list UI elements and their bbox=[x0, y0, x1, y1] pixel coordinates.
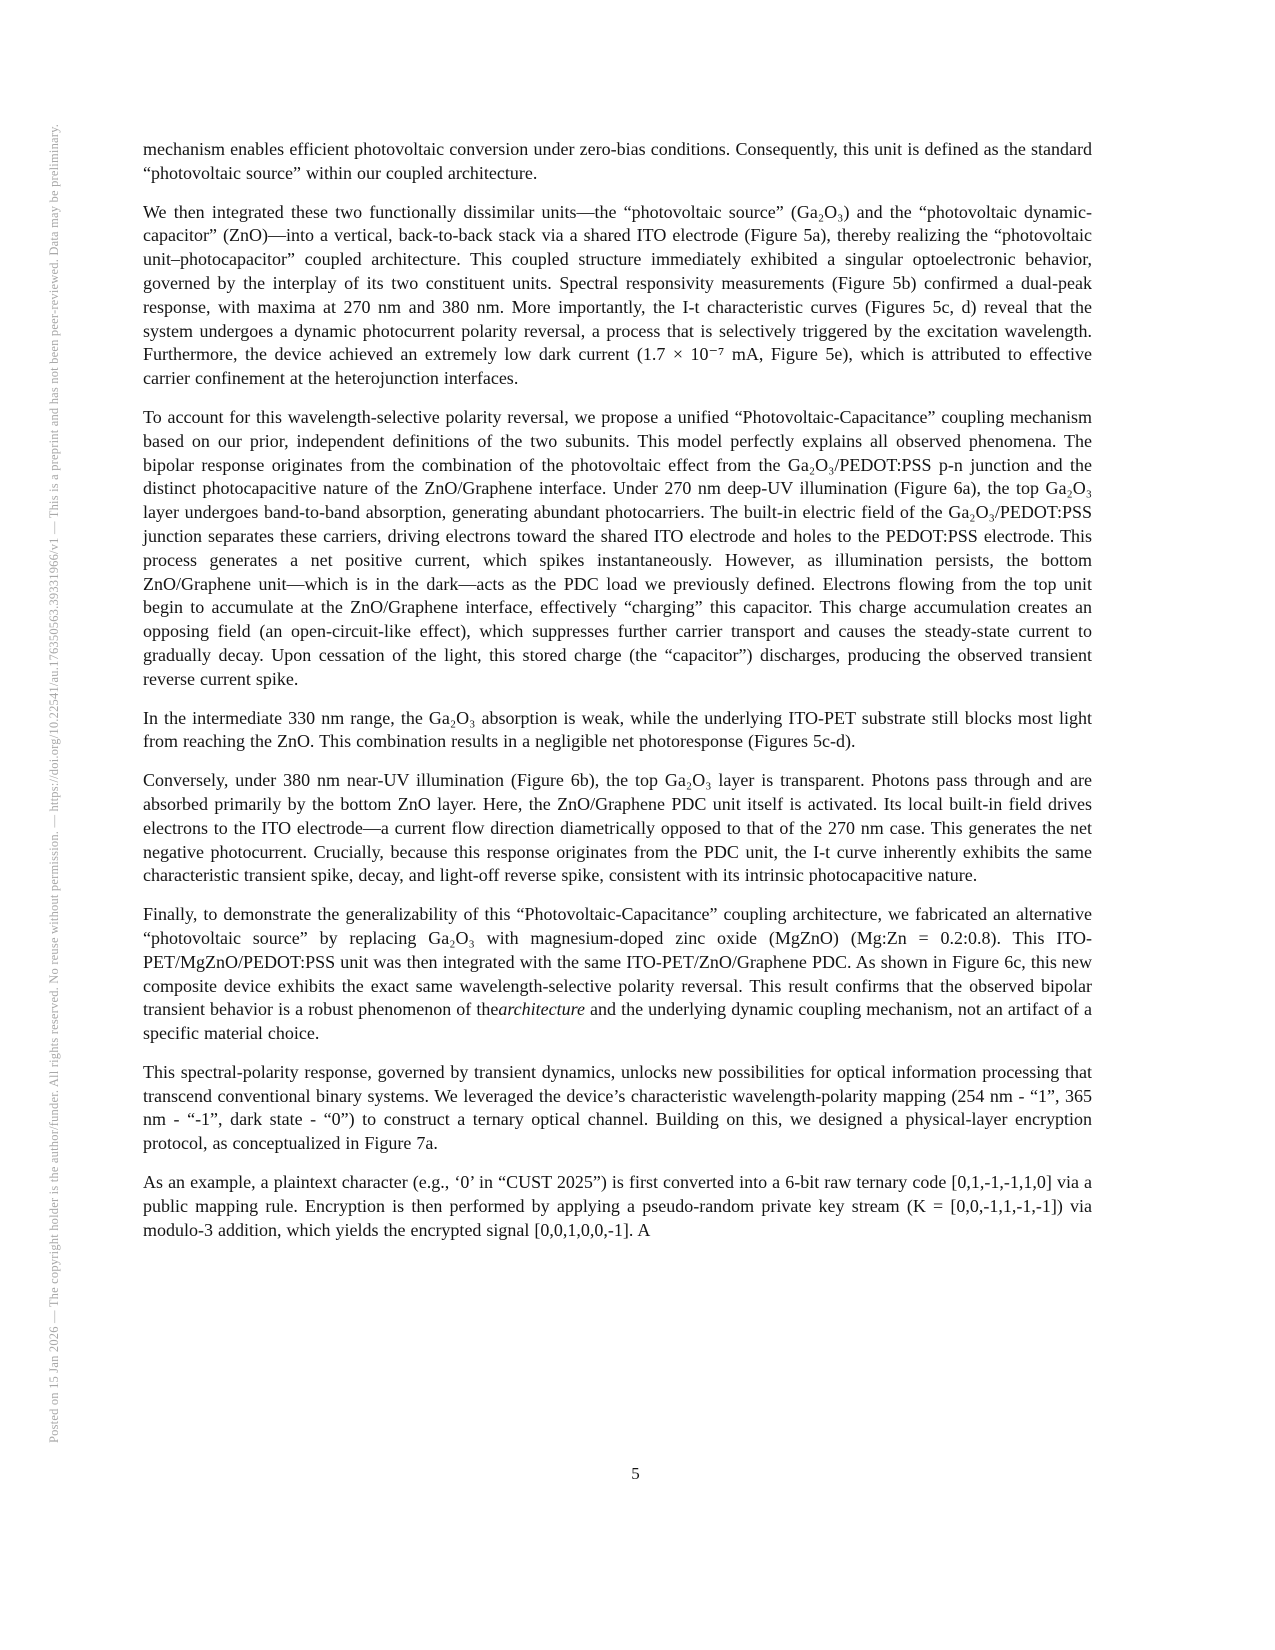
body-paragraph-7: This spectral-polarity response, governed by transient dynamics, unlocks new possibilities for optical information processing that transcend conventional binary systems. We leveraged the device’s characteristic wavelength-polarity mapping (254 nm - “1”, 365 nm - “-1”, dark state - “0”) to construct a ternary optical channel. Building on this, we designed a physical-layer encryption protocol, as conceptualized in Figure 7a. bbox=[143, 1061, 1092, 1154]
paragraph-6-text-before: Finally, to demonstrate the generalizability of this “Photovoltaic-Capacitance” coupling architecture, we fabricated an alternative “photovoltaic source” by replacing Ga₂O₃ with magnesium-doped zinc oxide (MgZnO) (Mg:Zn = 0.2:0.8). This ITO-PET/MgZnO/PEDOT:PSS unit was then integrated with the same ITO-PET/ZnO/Graphene PDC. As shown in Figure 6c, this new composite device exhibits the exact same wavelength-selective polarity reversal. This result confirms that the observed bipolar transient behavior is a robust phenomenon of the bbox=[143, 904, 1092, 1020]
preprint-attribution-sidebar: Posted on 15 Jan 2026 — The copyright holder is the author/funder. All rights reserved. No reuse without permission. — https://doi.org/10.22541/au.176350563.39331966/v1 — This is a preprint and has not been peer-reviewed. Data may be preliminary. bbox=[47, 123, 61, 1443]
body-paragraph-3: To account for this wavelength-selective polarity reversal, we propose a unified “Photovoltaic-Capacitance” coupling mechanism based on our prior, independent definitions of the two subunits. This model perfectly explains all observed phenomena. The bipolar response originates from the combination of the photovoltaic effect from the Ga₂O₃/PEDOT:PSS p-n junction and the distinct photocapacitive nature of the ZnO/Graphene interface. Under 270 nm deep-UV illumination (Figure 6a), the top Ga₂O₃ layer undergoes band-to-band absorption, generating abundant photocarriers. The built-in electric field of the Ga₂O₃/PEDOT:PSS junction separates these carriers, driving electrons toward the shared ITO electrode and holes to the PEDOT:PSS electrode. This process generates a net positive current, which spikes instantaneously. However, as illumination persists, the bottom ZnO/Graphene unit—which is in the dark—acts as the PDC load we previously defined. Electrons flowing from the top unit begin to accumulate at the ZnO/Graphene interface, effectively “charging” this capacitor. This charge accumulation creates an opposing field (an open-circuit-like effect), which suppresses further carrier transport and causes the steady-state current to gradually decay. Upon cessation of the light, this stored charge (the “capacitor”) discharges, producing the observed transient reverse current spike. bbox=[143, 406, 1092, 689]
body-paragraph-6 bbox=[143, 903, 1092, 1046]
body-paragraph-4: In the intermediate 330 nm range, the Ga₂O₃ absorption is weak, while the underlying ITO-PET substrate still blocks most light from reaching the ZnO. This combination results in a negligible net photoresponse (Figures 5c-d). bbox=[143, 707, 1092, 752]
body-paragraph-5: Conversely, under 380 nm near-UV illumination (Figure 6b), the top Ga₂O₃ layer is transparent. Photons pass through and are absorbed primarily by the bottom ZnO layer. Here, the ZnO/Graphene PDC unit itself is activated. Its local built-in field drives electrons to the ITO electrode—a current flow direction diametrically opposed to that of the 270 nm case. This generates the net negative photocurrent. Crucially, because this response originates from the PDC unit, the I-t curve inherently exhibits the same characteristic transient spike, decay, and light-off reverse spike, consistent with its intrinsic photocapacitive nature. bbox=[143, 770, 1092, 886]
page-number: 5 bbox=[631, 1464, 640, 1483]
paragraph-6-text-after: and the underlying dynamic coupling mechanism, not an artifact of a specific material choice. bbox=[143, 999, 1092, 1044]
body-paragraph-1: mechanism enables efficient photovoltaic conversion under zero-bias conditions. Consequently, this unit is defined as the standard “photovoltaic source” within our coupled architecture. bbox=[143, 139, 1092, 183]
body-paragraph-2: We then integrated these two functionally dissimilar units—the “photovoltaic source” (Ga₂O₃) and the “photovoltaic dynamic-capacitor” (ZnO)—into a vertical, back-to-back stack via a shared ITO electrode (Figure 5a), thereby realizing the “photovoltaic unit–photocapacitor” coupled architecture. This coupled structure immediately exhibited a singular optoelectronic behavior, governed by the interplay of its two constituent units. Spectral responsivity measurements (Figure 5b) confirmed a dual-peak response, with maxima at 270 nm and 380 nm. More importantly, the I-t characteristic curves (Figures 5c, d) reveal that the system undergoes a dynamic photocurrent polarity reversal, a process that is selectively triggered by the excitation wavelength. Furthermore, the device achieved an extremely low dark current (1.7 × 10⁻⁷ mA, Figure 5e), which is attributed to effective carrier confinement at the heterojunction interfaces. bbox=[143, 201, 1092, 389]
body-paragraph-8: As an example, a plaintext character (e.g., ‘0’ in “CUST 2025”) is first converted into a 6-bit raw ternary code [0,1,-1,-1,1,0] via a public mapping rule. Encryption is then performed by applying a pseudo-random private key stream (K = [0,0,-1,1,-1,-1]) via modulo-3 addition, which yields the encrypted signal [0,0,1,0,0,-1]. A bbox=[143, 1172, 1092, 1240]
paragraph-6-italic-word: architecture bbox=[498, 999, 585, 1020]
page-body-text bbox=[143, 138, 1092, 1257]
